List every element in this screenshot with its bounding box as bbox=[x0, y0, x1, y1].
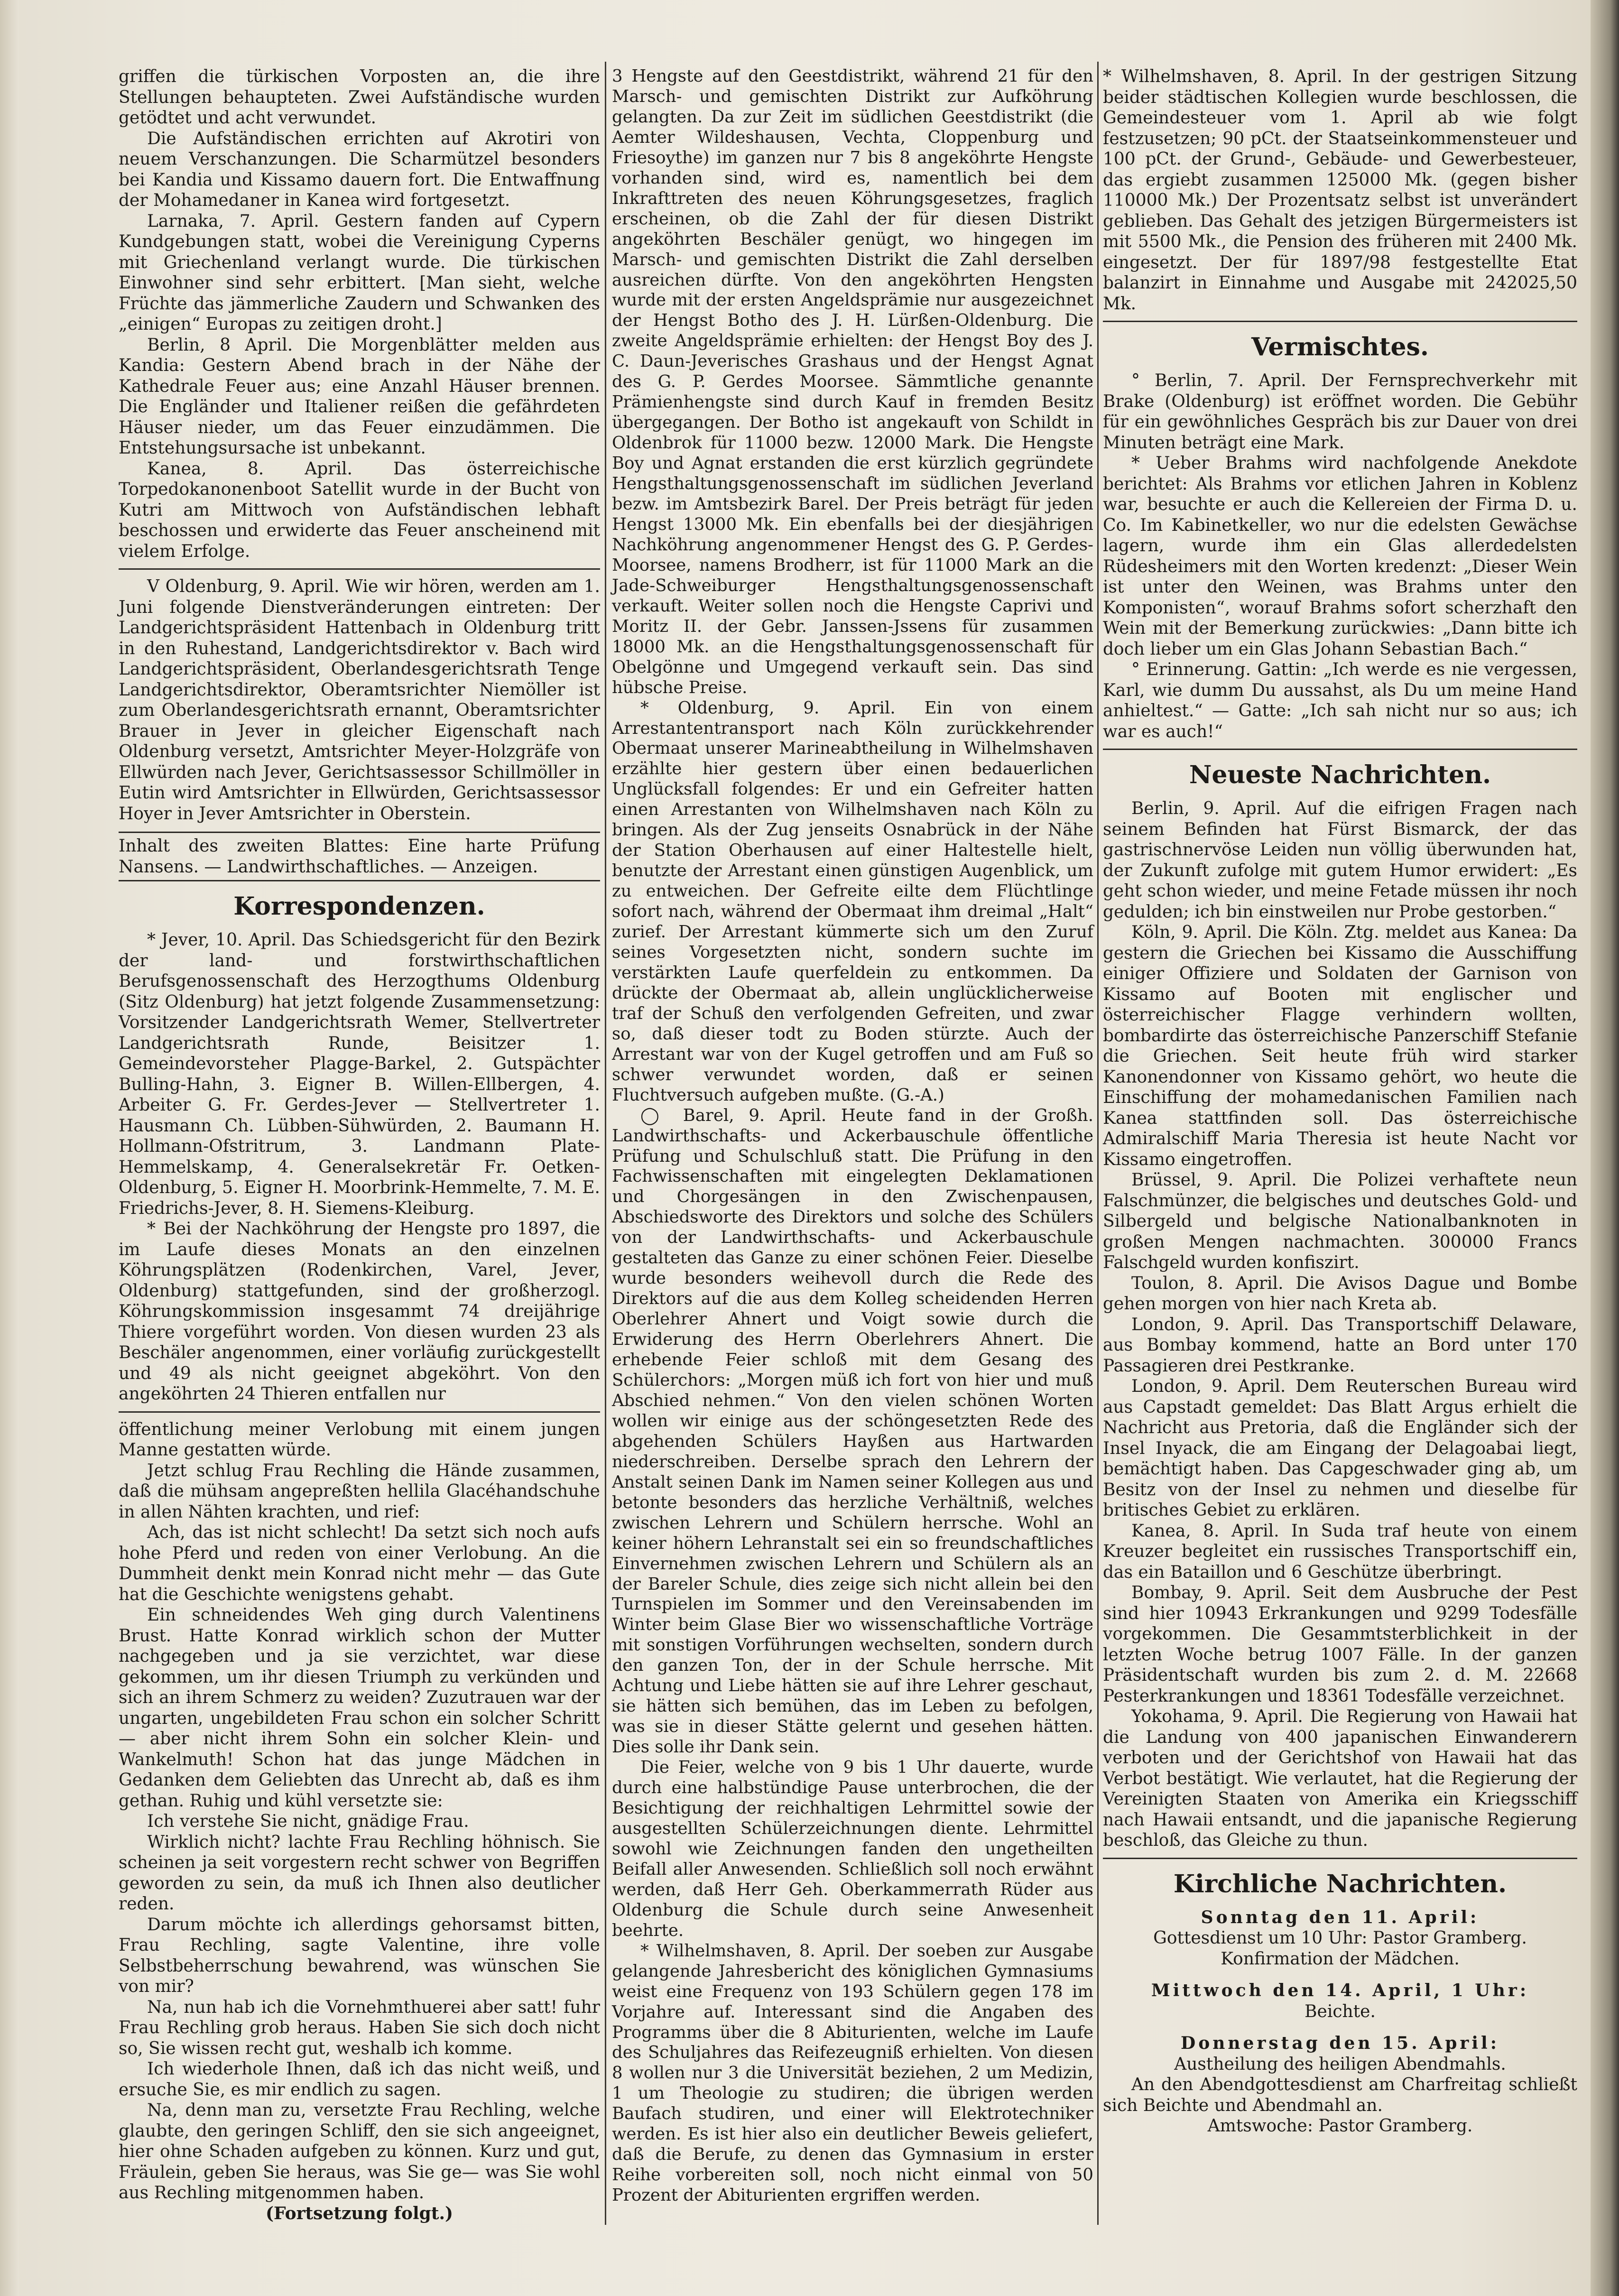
article-paragraph: Larnaka, 7. April. Gestern fanden auf Cypern Kundgebungen statt, wobei die Vereinigung Cyperns mit Griechenland verlangt wurde. Die türkischen Einwohner sind sehr erbittert. [Man sieht, welche Früchte das jämmerliche Zaudern und Schwanken des „einigen“ Europas zu zeitigen droht.] bbox=[119, 211, 600, 334]
church-line: Gottesdienst um 10 Uhr: Pastor Gramberg. bbox=[1153, 1928, 1527, 1948]
article-barel: ◯ Barel, 9. April. Heute fand in der Großh. Landwirthschafts- und Ackerbauschule öffentliche Prüfung und Schulschluß statt. Die Prüfung in den Fachwissenschaften mit eingelegten Deklamationen und Chorgesängen in den Zwischenpausen, Abschiedsworte des Direktors und solche des Schülers von der Landwirthschafts- und Ackerbauschule gestalteten das Ganze zu einer schönen Feier. Dieselbe wurde besonders weihevoll durch die Rede des Direktors auf die aus dem Kolleg scheidenden Herren Oberlehrer Ahnert und Voigt sowie durch die Erwiderung des Herrn Oberlehrers Ahnert. Die erhebende Feier schloß mit dem Gesang des Schülerchors: „Morgen müß ich fort von hier und muß Abschied nehmen.“ Von den vielen schönen Worten wollen wir einige aus der schöngesetzten Rede des abgehenden Schülers Hayßen aus Hartwarden niederschreiben. Derselbe sprach den Lehrern der Anstalt seinen Dank im Namen seiner Kollegen aus und betonte besonders das herzliche Verhältniß, welches zwischen Lehrern und Schülern herrsche. Wohl an keiner höhern Lehranstalt sei ein so freundschaftliches Einvernehmen zwischen Lehrern und Schülern als an der Bareler Schule, dies zeige sich nicht allein bei den Turnspielen im Sommer und den Vereinsabenden im Winter beim Glase Bier wo wissenschaftliche Vorträge mit sonstigen Vorführungen wechselten, sondern durch den ganzen Ton, der in der Schule herrsche. Mit Achtung und Liebe hätten sie auf ihre Lehrer geschaut, sie hätten sich bemühen, das im Leben zu befolgen, was sie in dieser Stätte gelernt und gesehen hätten. Dies solle ihr Dank sein. bbox=[612, 1105, 1093, 1757]
article-paragraph: Berlin, 8 April. Die Morgenblätter melden aus Kandia: Gestern Abend brach in der Nähe der Kathedrale Feuer aus; eine Anzahl Häuser brennen. Die Engländer und Italiener reißen die gefährdeten Häuser nieder, um das Feuer einzudämmen. Die Entstehungsursache ist unbekannt. bbox=[119, 335, 600, 458]
section-heading-neueste: Neueste Nachrichten. bbox=[1189, 760, 1491, 789]
page-right-edge bbox=[1591, 0, 1619, 2296]
church-line: Konfirmation der Mädchen. bbox=[1221, 1949, 1460, 1969]
article-barel-2: Die Feier, welche von 9 bis 1 Uhr dauerte, wurde durch eine halbstündige Pause unterbrochen, die der Besichtigung der reichhaltigen Lehrmittel sowie der ausgestellten Schülerzeichnungen diente. Lehrmittel sowohl wie Zeichnungen fanden den ungetheilten Beifall aller Anwesenden. Schließlich soll noch erwähnt werden, daß Herr Geh. Oberkammerrath Rüder aus Oldenburg die Schule durch seine Anwesenheit beehrte. bbox=[612, 1758, 1093, 1940]
article-wilhelmshaven-steuer: * Wilhelmshaven, 8. April. In der gestrigen Sitzung beider städtischen Kollegien wurde beschlossen, die Gemeindesteuer vom 1. April ab wie folgt festzusetzen; 90 pCt. der Staatseinkommensteuer und 100 pCt. der Grund-, Gebäude- und Gewerbesteuer, das ergiebt zusammen 125000 Mk. (gegen bisher 110000 Mk.) Der Prozentsatz selbst ist unverändert geblieben. Das Gehalt des jetzigen Bürgermeisters ist mit 5500 Mk., die Pension des früheren mit 2400 Mk. eingesetzt. Der für 1897/98 festgestellte Etat balanzirt in Einnahme und Ausgabe mit 242025,50 Mk. bbox=[1103, 67, 1577, 314]
church-date: Donnerstag den 15. April: bbox=[1180, 2033, 1500, 2053]
news-item: Bombay, 9. April. Seit dem Ausbruche der Pest sind hier 10943 Erkrankungen und 9299 Todesfälle vorgekommen. Die Gesammtsterblichkeit in der letzten Woche betrug 1007 Fälle. In der ganzen Präsidentschaft wurden bis zum 2. d. M. 22668 Pesterkrankungen und 18361 Todesfälle verzeichnet. bbox=[1103, 1583, 1577, 1706]
section-rule bbox=[1103, 1858, 1577, 1859]
section-heading-vermischtes: Vermischtes. bbox=[1251, 333, 1429, 361]
section-rule bbox=[119, 568, 600, 570]
verm-item: ° Erinnerung. Gattin: „Ich werde es nie vergessen, Karl, wie dumm Du aussahst, als Du um meine Hand anhieltest.“ — Gatte: „Ich sah nicht nur so aus; ich war es auch!“ bbox=[1103, 660, 1577, 741]
section-rule bbox=[1103, 321, 1577, 322]
news-item: Berlin, 9. April. Auf die eifrigen Fragen nach seinem Befinden hat Fürst Bismarck, der das gastrischnervöse Leiden nun völlig überwunden hat, der Zukunft zufolge mit gutem Humor erwidert: „Es geht schon wieder, und meine Fetade müssen ihr noch gedulden; ich bin einstweilen nur Probe gestorben.“ bbox=[1103, 799, 1577, 922]
feuilleton-paragraph: Wirklich nicht? lachte Frau Rechling höhnisch. Sie scheinen ja seit vorgestern recht schwer von Begriffen geworden zu sein, da muß ich Ihnen also deutlicher reden. bbox=[119, 1832, 600, 1914]
continuation-note: (Fortsetzung folgt.) bbox=[265, 2203, 453, 2223]
article-paragraph: Kanea, 8. April. Das österreichische Torpedokanonenboot Satellit wurde in der Bucht von Kutri am Mittwoch von Aufständischen lebhaft beschossen und erwiderte das Feuer anscheinend mit vielem Erfolge. bbox=[119, 459, 600, 561]
section-heading-kirchliche: Kirchliche Nachrichten. bbox=[1173, 1869, 1507, 1898]
feuilleton-paragraph: Ich verstehe Sie nicht, gnädige Frau. bbox=[147, 1812, 469, 1831]
page-left-edge bbox=[0, 0, 19, 2296]
article-oldenburg-unglueck: * Oldenburg, 9. April. Ein von einem Arrestantentransport nach Köln zurückkehrender Obermaat unserer Marineabtheilung in Wilhelmshaven erzählte hier gestern über einen bedauerlichen Unglücksfall folgendes: Er und ein Gefreiter hatten einen Arrestanten von Wilhelmshaven nach Köln zu bringen. Als der Zug jenseits Osnabrück in der Nähe der Station Oberhausen auf einer Haltestelle hielt, benutzte der Arrestant einen günstigen Augenblick, um zu entweichen. Der Gefreite eilte dem Flüchtlinge sofort nach, während der Obermaat ihm dreimal „Halt“ zurief. Der Arrestant kümmerte sich um den Zuruf seines Vorgesetzten nicht, sondern suchte im verstärkten Laufe querfeldein zu entkommen. Da drückte der Obermaat ab, allein unglücklicherweise traf der Schuß den verfolgenden Gefreiten, und zwar so, daß dieser todt zu Boden stürzte. Auch der Arrestant war von der Kugel getroffen und am Fuß so schwer verwundet worden, daß er seinen Fluchtversuch aufgeben mußte. (G.-A.) bbox=[612, 698, 1093, 1105]
article-hengste: * Bei der Nachköhrung der Hengste pro 1897, die im Laufe dieses Monats an den einzelnen Köhrungsplätzen (Rodenkirchen, Varel, Jever, Oldenburg) stattgefunden, sind der großherzogl. Köhrungskommission insgesammt 74 dreijährige Thiere vorgeführt worden. Von diesen wurden 23 als Beschäler angenommen, einer vorläufig zurückgestellt und 49 als nicht geeignet abgeköhrt. Von den angeköhrten 24 Thieren entfallen nur bbox=[119, 1219, 600, 1404]
church-date: Mittwoch den 14. April, 1 Uhr: bbox=[1151, 1981, 1529, 2000]
column-3 bbox=[1103, 66, 1577, 2137]
feuilleton-rule bbox=[119, 1411, 600, 1413]
news-item: London, 9. April. Das Transportschiff Delaware, aus Bombay kommend, hatte an Bord unter 170 Passagieren drei Pestkranke. bbox=[1103, 1315, 1577, 1376]
article-paragraph: griffen die türkischen Vorposten an, die ihre Stellungen behaupteten. Zwei Aufständische wurden getödtet und acht verwundet. bbox=[119, 67, 600, 128]
feuilleton-paragraph: Ich wiederhole Ihnen, daß ich das nicht weiß, und ersuche Sie, es mir endlich zu sagen. bbox=[119, 2059, 600, 2100]
church-line: An den Abendgottesdienst am Charfreitag schließt sich Beichte und Abendmahl an. bbox=[1103, 2075, 1577, 2115]
church-line: Beichte. bbox=[1304, 2001, 1376, 2021]
feuilleton-paragraph: öffentlichung meiner Verlobung mit einem jungen Manne gestatten würde. bbox=[119, 1419, 600, 1460]
news-item: Kanea, 8. April. In Suda traf heute von einem Kreuzer begleitet ein russisches Transportschiff ein, das ein Bataillon und 6 Geschütze überbringt. bbox=[1103, 1521, 1577, 1582]
feuilleton-paragraph: Ach, das ist nicht schlecht! Da setzt sich noch aufs hohe Pferd und reden von einer Verlobung. An die Dummheit denkt mein Konrad nicht mehr — das Gute hat die Geschichte wenigstens gehabt. bbox=[119, 1523, 600, 1604]
feuilleton-paragraph: Ein schneidendes Weh ging durch Valentinens Brust. Hatte Konrad wirklich schon der Mutter nachgegeben und ja sie verzichtet, war diese gekommen, um ihr diesen Triumph zu verkünden und sich an ihrem Schmerz zu weiden? Zuzutrauen war der ungarten, ungebildeten Frau schon ein solcher Schritt — aber nicht ihrem Sohn ein solcher Klein- und Wankelmuth! Schon hat das junge Mädchen in Gedanken dem Geliebten das Unrecht ab, daß es ihm gethan. Ruhig und kühl versetzte sie: bbox=[119, 1605, 600, 1811]
contents-text: Inhalt des zweiten Blattes: Eine harte Prüfung Nansens. — Landwirthschaftliches. — Anzeigen. bbox=[119, 836, 600, 877]
column-2 bbox=[612, 66, 1093, 2206]
news-item: Köln, 9. April. Die Köln. Ztg. meldet aus Kanea: Da gestern die Griechen bei Kissamo die Ausschiffung einiger Offiziere und Soldaten der Garnison von Kissamo auf Booten mit englischer und österreichischer Flagge verhindern wollten, bombardirte das österreichische Panzerschiff Stefanie die Griechen. Seit heute früh wird starker Kanonendonner von Kissamo gehört, wo heute die Einschiffung der mohamedanischen Familien nach Kanea stattfinden soll. Das österreichische Admiralschiff Maria Theresia ist heute Nacht vor Kissamo eingetroffen. bbox=[1103, 923, 1577, 1169]
article-jever: * Jever, 10. April. Das Schiedsgericht für den Bezirk der land- und forstwirthschaftlichen Berufsgenossenschaft des Herzogthums Oldenburg (Sitz Oldenburg) hat jetzt folgende Zusammensetzung: Vorsitzender Landgerichtsrath Wemer, Stellvertreter Landgerichtsrath Runde, Beisitzer 1. Gemeindevorsteher Plagge-Barkel, 2. Gutspächter Bulling-Hahn, 3. Eigner B. Willen-Ellbergen, 4. Arbeiter G. Fr. Gerdes-Jever — Stellvertreter 1. Hausmann Ch. Lübben-Sühwürden, 2. Baumann H. Hollmann-Ofstritrum, 3. Landmann Plate-Hemmelskamp, 4. Generalsekretär Fr. Oetken-Oldenburg, 5. Eigner H. Moorbrink-Hemmelte, 7. M. E. Friedrichs-Jever, 8. H. Siemens-Kleiburg. bbox=[119, 930, 600, 1218]
feuilleton-paragraph: Jetzt schlug Frau Rechling die Hände zusammen, daß die mühsam angepreßten hellila Glacéhandschuhe in allen Nähten krachten, und rief: bbox=[119, 1461, 600, 1522]
verm-item: * Ueber Brahms wird nachfolgende Anekdote berichtet: Als Brahms vor etlichen Jahren in Koblenz war, besuchte er auch die Kellereien der Firma D. u. Co. Im Kabinetkeller, wo nur die edelsten Gewächse lagern, wurde ihm ein Glas allerdedelsten Rüdesheimers mit den Worten kredenzt: „Dieser Wein ist unter den Weinen, was Brahms unter den Komponisten“, worauf Brahms sofort scherzhaft den Wein mit der Bemerkung zurückwies: „Dann bitte ich doch lieber um ein Glas Johann Sebastian Bach.“ bbox=[1103, 454, 1577, 659]
article-paragraph: Die Aufständischen errichten auf Akrotiri von neuem Verschanzungen. Die Scharmützel besonders bei Kandia und Kissamo dauern fort. Die Entwaffnung der Mohamedaner in Kanea wird fortgesetzt. bbox=[119, 129, 600, 210]
article-oldenburg: V Oldenburg, 9. April. Wie wir hören, werden am 1. Juni folgende Dienstveränderungen eintreten: Der Landgerichtspräsident Hattenbach in Oldenburg tritt in den Ruhestand, Landgerichtsdirektor v. Bach wird Landgerichtspräsident, Oberlandesgerichtsrath Tenge Landgerichtsdirektor, Oberamtsrichter Niemöller ist zum Oberlandesgerichtsrath ernannt, Oberamtsrichter Brauer in Jever in gleicher Eigenschaft nach Oldenburg versetzt, Amtsrichter Meyer-Holzgräfe von Ellwürden nach Jever, Gerichtsassessor Schillmöller in Eutin wird Amtsrichter in Ellwürden, Gerichtsassessor Hoyer in Jever Amtsrichter in Oberstein. bbox=[119, 577, 600, 824]
verm-item: ° Berlin, 7. April. Der Fernsprechverkehr mit Brake (Oldenburg) ist eröffnet worden. Die Gebühr für ein gewöhnliches Gespräch bis zur Dauer von drei Minuten beträgt eine Mark. bbox=[1103, 371, 1577, 453]
article-wilhelmshaven-gymnasium: * Wilhelmshaven, 8. April. Der soeben zur Ausgabe gelangende Jahresbericht des königlichen Gymnasiums weist eine Frequenz von 193 Schülern gegen 178 im Vorjahre auf. Interessant sind die Angaben des Programms über die 8 Abiturienten, welche im Laufe des Schuljahres das Reifezeugniß erhielten. Von diesen 8 wollen nur 3 die Universität beziehen, 2 um Medizin, 1 um Theologie zu studiren; die übrigen werden Baufach studiren, und einer will Elektrotechniker werden. Es ist hier also ein deutlicher Beweis geliefert, daß die Berufe, zu denen das Gymnasium in erster Reihe vorbereiten soll, noch nicht einmal von 50 Prozent der Abiturienten ergriffen werden. bbox=[612, 1941, 1093, 2205]
feuilleton-paragraph: Darum möchte ich allerdings gehorsamst bitten, Frau Rechling, sagte Valentine, ihre volle Selbstbeherrschung bewahrend, was wünschen Sie von mir? bbox=[119, 1915, 600, 1996]
news-item: Brüssel, 9. April. Die Polizei verhaftete neun Falschmünzer, die belgisches und deutsches Gold- und Silbergeld und belgische Nationalbanknoten in großen Mengen nachmachten. 300000 Francs Falschgeld wurden konfiszirt. bbox=[1103, 1170, 1577, 1272]
column-1 bbox=[119, 66, 600, 2224]
news-item: London, 9. April. Dem Reuterschen Bureau wird aus Capstadt gemeldet: Das Blatt Argus erhielt die Nachricht aus Pretoria, daß die Engländer sich der Insel Inyack, die am Eingang der Delagoabai liegt, bemächtigt haben. Das Capgeschwader ging ab, um Besitz von der Insel zu nehmen und dieselbe für britisches Gebiet zu erklären. bbox=[1103, 1377, 1577, 1520]
column-divider bbox=[605, 62, 606, 2225]
section-rule bbox=[1103, 749, 1577, 750]
feuilleton-paragraph: Na, denn man zu, versetzte Frau Rechling, welche glaubte, den geringen Schliff, den sie sich angeeignet, hier ohne Schaden aufgeben zu können. Kurz und gut, Fräulein, geben Sie heraus, was Sie ge— was Sie wohl aus Rechling mitgenommen haben. bbox=[119, 2101, 600, 2203]
church-line: Amtswoche: Pastor Gramberg. bbox=[1207, 2116, 1473, 2136]
column-divider bbox=[1097, 62, 1099, 2225]
section-heading-korrespondenzen: Korrespondenzen. bbox=[233, 892, 485, 921]
feuilleton-paragraph: Na, nun hab ich die Vornehmthuerei aber satt! fuhr Frau Rechling grob heraus. Haben Sie sich doch nicht so, Sie wissen recht gut, weshalb ich komme. bbox=[119, 1997, 600, 2058]
news-item: Toulon, 8. April. Die Avisos Dague und Bombe gehen morgen von hier nach Kreta ab. bbox=[1103, 1273, 1577, 1314]
news-item: Yokohama, 9. April. Die Regierung von Hawaii hat die Landung von 400 japanischen Einwanderern verboten und der Gerichtshof von Hawaii hat das Verbot bestätigt. Wie verlautet, hat die Regierung der Vereinigten Staaten von Amerika ein Kriegsschiff nach Hawaii entsandt, und die japanische Regierung beschloß, das Gleiche zu thun. bbox=[1103, 1707, 1577, 1850]
church-date: Sonntag den 11. April: bbox=[1201, 1907, 1480, 1927]
article-hengste-continued: 3 Hengste auf den Geestdistrikt, während 21 für den Marsch- und gemischten Distrikt zur Aufköhrung gelangten. Da zur Zeit im südlichen Geestdistrikt (die Aemter Wildeshausen, Vechta, Cloppenburg und Friesoythe) im ganzen nur 7 bis 8 angeköhrte Hengste vorhanden sind, wird es, namentlich bei dem Inkrafttreten des neuen Köhrungsgesetzes, fraglich erscheinen, ob die Zahl der für diesen Distrikt angeköhrten Beschäler genügt, wo hingegen im Marsch- und gemischten Distrikt die Zahl derselben ausreichen dürfte. Von den angeköhrten Hengsten wurde mit der ersten Angeldsprämie nur ausgezeichnet der Hengst Botho des J. H. Lürßen-Oldenburg. Die zweite Angeldsprämie erhielten: der Hengst Boy des J. C. Daun-Jeverisches Grashaus und der Hengst Agnat des G. P. Gerdes Moorsee. Sämmtliche genannte Prämienhengste sind durch Kauf in fremden Besitz übergegangen. Der Botho ist angekauft von Schildt in Oldenbrok für 11000 bezw. 12000 Mark. Die Hengste Boy und Agnat erstanden die erst kürzlich gegründete Hengsthaltungsgenossenschaft im südlichen Jeverland bezw. im Amtsbezirk Barel. Der Preis beträgt für jeden Hengst 13000 Mk. Ein ebenfalls bei der diesjährigen Nachköhrung angenommener Hengst des G. P. Gerdes-Moorsee, namens Brodherr, ist für 11000 Mark an die Jade-Schweiburger Hengsthaltungsgenossenschaft verkauft. Weiter sollen noch die Hengste Caprivi und Moritz II. der Gebr. Janssen-Jssens für zusammen 18000 Mk. an die Hengsthaltungsgenossenschaft für Obelgönne und Umgegend verkauft sein. Das sind hübsche Preise. bbox=[612, 66, 1093, 697]
church-line: Austheilung des heiligen Abendmahls. bbox=[1174, 2054, 1506, 2074]
contents-box bbox=[119, 832, 600, 881]
